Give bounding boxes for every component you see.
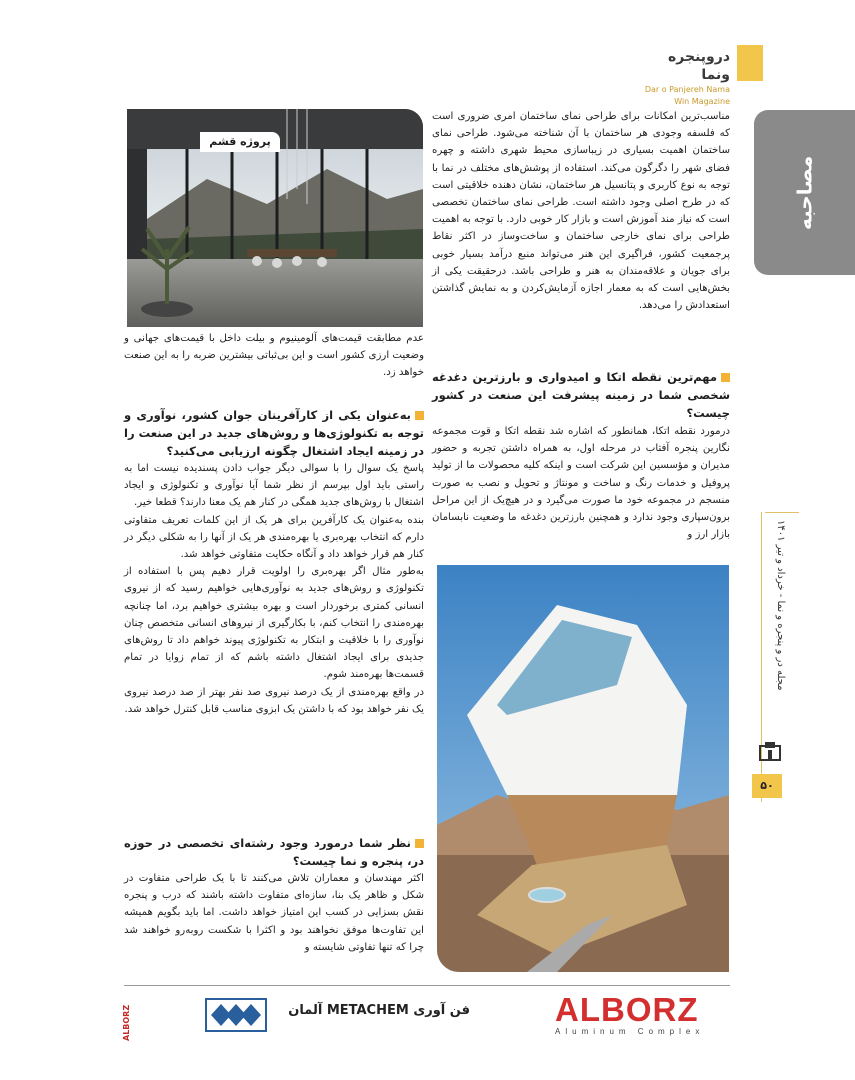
- masthead-sub: Dar o Panjereh Nama Win Magazine: [644, 85, 730, 106]
- exterior-photo: [437, 565, 729, 972]
- question-3-text: نظر شما درمورد وجود رشته‌ای تخصصی در حوزه در، پنجره و نما چیست؟: [124, 836, 424, 868]
- photo-caption: پروژه قشم: [200, 132, 280, 152]
- intro-text: [432, 108, 730, 358]
- page-number: ۵۰: [752, 774, 782, 798]
- answer-3-text: اکثر مهندسان و معماران تلاش می‌کنند تا با یک طراحی متفاوت در شکل و ظاهر یک بنا، سازه‌ای متفاوت داشته باشند که درب و پنجره نقش بسزایی در کسب این امتیاز خواهد داشت. اما باید بگویم همیشه این تفاوت‌ها موفق نخواهند بود و اکثرا با شکست روبه‌رو خواهند شد چرا که تنها تفاوتی شایسته و: [124, 873, 424, 953]
- meta-rule-top: [765, 512, 799, 513]
- section-tab: [754, 110, 855, 275]
- bullet-square-icon: [415, 839, 424, 848]
- masthead: [640, 48, 730, 106]
- answer-2-paragraph-1: پاسخ یک سوال را با سوالی دیگر جواب دادن پسندیده نیست اما به راستی باید اول بپرسم از نظر شما آیا نوآوری و تکنولوژی و ایجاد اشتغال با روش‌های جدید همگی در کنار هم یک معنا دارند؟ قطعا خیر.: [124, 463, 424, 509]
- question-3: [124, 834, 424, 870]
- answer-1-text: درمورد نقطه اتکا، همانطور که اشاره شد نقطه اتکا و قوت مجموعه نگارین پنجره آفتاب در مرحله اول، به همراه داشتن تجربه و حضور مدیران و مؤسسین این شرکت است و اینکه کلیه محصولات ما از تولید پروفیل و خدمات رنگ و ساخت و مونتاژ و تحویل و نصب به صورت منسجم در مجموعه خود ما صورت می‌گیرد و در هیچ‌یک از این مراحل برون‌سپاری وجود ندارد و همچنین بارزترین دغدغه ما وضعیت نابسامان بازار ارز و: [432, 426, 730, 541]
- alborz-ad-logo: [555, 993, 727, 1035]
- answer-2: [124, 460, 424, 830]
- question-2: [124, 406, 424, 460]
- intro-paragraph: مناسب‌ترین امکانات برای طراحی نمای ساختمان امری ضروری است که فلسفه وجودی هر ساختمان با آن شناخته می‌شود. طراحی نمای ساختمان اهمیت بسیاری در زیباسازی محیط شهری داشته و چهره فضای شهر را دگرگون می‌کند. استفاده از پوشش‌های مختلف در نما با توجه به نوع کاربری و پتانسیل هر ساختمان، نشان دهنده خلاقیتی است که در طرح اصلی وجود داشته است. طراحی نمای ساختمان تخصصی است که نیاز مند آموزش است و بازار کار خوبی دارد. با توجه به اهمیت طراحی برای نمای خارجی ساختمان و ساخت‌وساز در اکثر نقاط پرجمعیت کشور، فراگیری این هنر می‌تواند منبع درآمد بسیار خوبی برای جویان و علاقه‌مندان به هنر و طراحی باشد. درحقیقت یکی از بخش‌هایی است که به معمار اجازه آزمایش‌کردن و به نمایش گذاشتن استعدادش را می‌دهد.: [432, 111, 730, 312]
- masthead-brand: دروپنجره ونما: [668, 49, 730, 83]
- bullet-square-icon: [721, 373, 730, 382]
- answer-2-paragraph-3: به‌طور مثال اگر بهره‌بری را اولویت قرار دهیم پس با استفاده از تکنولوژی و روش‌های جدید به نوآوری‌هایی خواهیم رسید که از نیروی انسانی کمتری برخوردار است و بهره بیشتری خواهیم برد، اما چنانچه بهره‌مندی را انتخاب کنم، با بکارگیری از نیروهای انسانی متخصص چنان نوآوری را با خلاقیت و ابتکار به تکنولوژی پیوند خواهم داد تا روش‌های جدیدی برای ایجاد اشتغال داشته باشم که از تمام زوایا در تمام قسمت‌ها بهره‌مند شوم.: [124, 566, 424, 681]
- magazine-logo-icon: [756, 738, 784, 766]
- answer-2-paragraph-2: بنده به‌عنوان یک کارآفرین برای هر یک از این کلمات تعریف متفاوتی دارم که انتخاب بهره‌بری یا بهره‌مندی هر یک از آنها را به شکلی دیگر در کنار هم قرار خواهد داد و آنگاه حکایت متفاوتی خواهد شد.: [124, 514, 424, 561]
- alborz-title: ALBORZ: [555, 991, 699, 1028]
- left-continuation-text: عدم مطابقت قیمت‌های آلومینیوم و بیلت داخل با قیمت‌های جهانی و وضعیت ارزی کشور است و این بی‌ثباتی بیشترین ضربه را به این صنعت خواهد زد.: [124, 333, 424, 379]
- answer-3: [124, 870, 424, 975]
- section-tab-label: مصاحبه: [792, 155, 817, 230]
- issue-meta: مجله در و پنجره و نما - خرداد و تیر ۱۴۰۱: [775, 520, 786, 691]
- answer-2-paragraph-4: در واقع بهره‌مندی از یک درصد نیروی صد نفر بهتر از صد درصد نیروی یک نفر خواهد بود که با داشتن یک ابزوی مناسب قابل کنترل خواهد شد.: [124, 686, 424, 715]
- bullet-square-icon: [415, 411, 424, 420]
- question-2-text: به‌عنوان یکی از کارآفرینان جوان کشور، نوآوری و توجه به تکنولوژی‌ها و روش‌های جدید در این صنعت را در زمینه ایجاد اشتغال چگونه ارزیابی می‌کنید؟: [124, 408, 424, 458]
- question-1-text: مهم‌ترین نقطه اتکا و امیدواری و بارزترین دغدغه شخصی شما در زمینه پیشرفت این صنعت در کشور چیست؟: [432, 370, 730, 420]
- left-continuation: [124, 330, 424, 390]
- metachem-logo-icon: [205, 998, 267, 1032]
- alborz-subtitle: Aluminum Complex: [555, 1027, 705, 1036]
- question-1: [432, 368, 730, 422]
- corner-accent: [737, 45, 763, 81]
- answer-1: [432, 423, 730, 555]
- footer-rule: [124, 985, 730, 986]
- metachem-tagline: فن آوری METACHEM آلمان: [288, 1003, 470, 1018]
- vertical-brand: ALBORZ: [122, 1004, 131, 1041]
